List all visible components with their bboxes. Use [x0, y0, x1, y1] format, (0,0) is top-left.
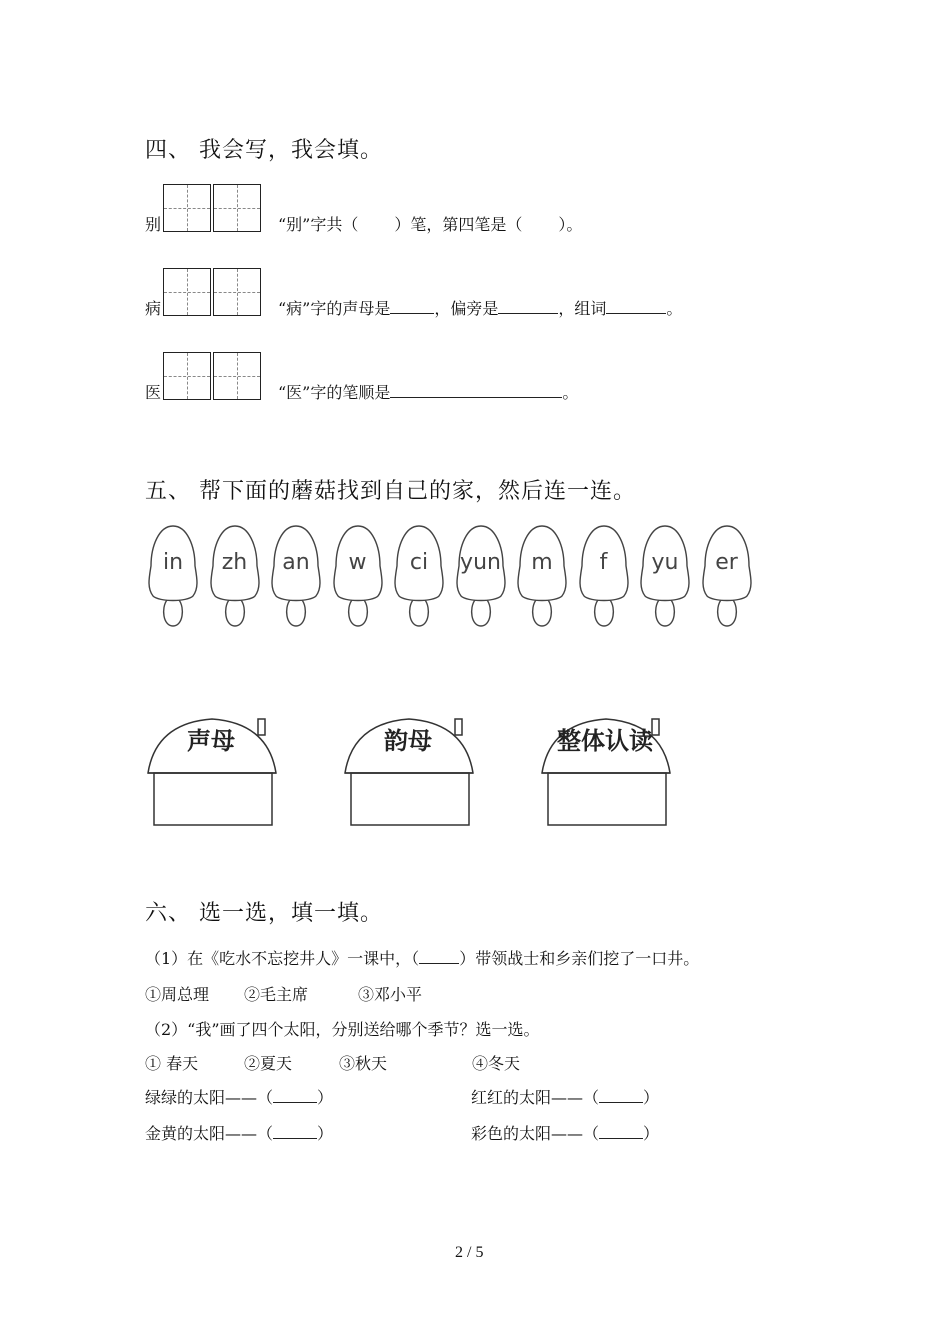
mushroom[interactable]: [389, 522, 449, 632]
mushroom-outline: [451, 522, 511, 632]
mushroom-outline: [143, 522, 203, 632]
fill-blank-sun[interactable]: [599, 1088, 643, 1103]
mushroom[interactable]: [451, 522, 511, 632]
sun-label: 彩色的太阳——（: [471, 1124, 600, 1143]
row2-text-b: ，偏旁是: [434, 299, 499, 318]
fill-blank-sun[interactable]: [599, 1124, 643, 1139]
mushroom-outline: [328, 522, 388, 632]
sun-line-colorful: [471, 1121, 659, 1144]
mushroom[interactable]: [328, 522, 388, 632]
mushroom[interactable]: [205, 522, 265, 632]
writing-grid-box[interactable]: [213, 184, 261, 232]
q2-option-2: ②夏天: [244, 1054, 293, 1073]
row1-text-a: “别”字共（: [278, 215, 359, 234]
row2-text-a: “病”字的声母是: [278, 299, 391, 318]
sun-label-end: ）: [643, 1088, 660, 1107]
mushroom-label: yun: [460, 550, 501, 575]
mushroom-outline: [512, 522, 572, 632]
section6-heading: 六、 选一选，填一填。: [145, 901, 383, 926]
sun-label-end: ）: [317, 1088, 334, 1107]
fill-blank-sun[interactable]: [273, 1088, 317, 1103]
q1-option-3: ③邓小平: [358, 985, 423, 1004]
grid-char-yi: 医: [145, 383, 162, 402]
mushroom-label: ci: [409, 550, 429, 575]
mushroom-outline: [574, 522, 634, 632]
mushroom-outline: [266, 522, 326, 632]
q1-text-b: ）带领战士和乡亲们挖了一口井。: [459, 949, 700, 968]
sun-label: 金黄的太阳——（: [145, 1124, 274, 1143]
question-2: （2）“我”画了四个太阳，分别送给哪个季节？选一选。: [145, 1020, 540, 1039]
row1-text-c: ）。: [558, 215, 583, 234]
mushroom-label: m: [531, 550, 553, 575]
writing-grid-box[interactable]: [213, 352, 261, 400]
mushroom[interactable]: [266, 522, 326, 632]
sun-label-end: ）: [317, 1124, 334, 1143]
row3-text-b: 。: [562, 383, 579, 402]
writing-grid-box[interactable]: [163, 268, 211, 316]
row1-text: [278, 212, 582, 235]
q2-option-3: ③秋天: [339, 1054, 388, 1073]
house-label: 声母: [187, 727, 235, 755]
row2-text-d: 。: [666, 299, 683, 318]
mushroom[interactable]: [143, 522, 203, 632]
mushroom-label: in: [162, 550, 184, 575]
house-label: 整体认读: [557, 727, 653, 755]
writing-grid-box[interactable]: [163, 352, 211, 400]
house-zhengti[interactable]: [540, 715, 680, 830]
mushroom-outline: [389, 522, 449, 632]
q1-text-a: （1）在《吃水不忘挖井人》一课中，（: [145, 949, 420, 968]
page-number: 2 / 5: [455, 1244, 484, 1261]
row3-text-a: “医”字的笔顺是: [278, 383, 391, 402]
grid-char-bing: 病: [145, 299, 162, 318]
q2-option-1: ① 春天: [145, 1054, 199, 1073]
house-yunmu[interactable]: [343, 715, 483, 830]
mushroom-outline: [205, 522, 265, 632]
fill-blank-word[interactable]: [606, 299, 666, 314]
row3-text: [278, 380, 578, 403]
sun-line-golden: [145, 1121, 333, 1144]
house-label: 韵母: [384, 727, 432, 755]
grid-char-bie: 别: [145, 215, 162, 234]
mushroom[interactable]: [512, 522, 572, 632]
mushroom-outline: [635, 522, 695, 632]
mushroom-label: w: [348, 550, 367, 575]
q1-option-2: ②毛主席: [244, 985, 309, 1004]
mushroom-label: zh: [221, 550, 248, 575]
sun-label-end: ）: [643, 1124, 660, 1143]
mushroom-label: yu: [651, 550, 679, 575]
mushroom-label: f: [599, 550, 608, 575]
section5-heading: 五、 帮下面的蘑菇找到自己的家，然后连一连。: [145, 479, 636, 504]
mushroom-outline: [697, 522, 757, 632]
sun-label: 红红的太阳——（: [471, 1088, 600, 1107]
writing-grid-box[interactable]: [163, 184, 211, 232]
q2-option-4: ④冬天: [472, 1054, 521, 1073]
sun-line-green: [145, 1085, 333, 1108]
fill-blank-stroke-order[interactable]: [390, 383, 562, 398]
mushroom[interactable]: [635, 522, 695, 632]
row2-text: [278, 296, 682, 319]
question-1: [145, 946, 699, 969]
fill-blank-sun[interactable]: [273, 1124, 317, 1139]
mushroom[interactable]: [574, 522, 634, 632]
mushroom-label: an: [282, 550, 310, 575]
mushroom-label: er: [715, 550, 738, 575]
section4-heading: 四、 我会写，我会填。: [145, 138, 383, 163]
q1-option-1: ①周总理: [145, 985, 210, 1004]
house-shengmu[interactable]: [146, 715, 286, 830]
fill-blank-q1[interactable]: [419, 949, 459, 964]
writing-grid-box[interactable]: [213, 268, 261, 316]
row1-text-b: ）笔，第四笔是（: [394, 215, 523, 234]
row2-text-c: ，组词: [558, 299, 607, 318]
sun-line-red: [471, 1085, 659, 1108]
mushroom[interactable]: [697, 522, 757, 632]
sun-label: 绿绿的太阳——（: [145, 1088, 274, 1107]
fill-blank-radical[interactable]: [498, 299, 558, 314]
fill-blank-initial[interactable]: [390, 299, 434, 314]
